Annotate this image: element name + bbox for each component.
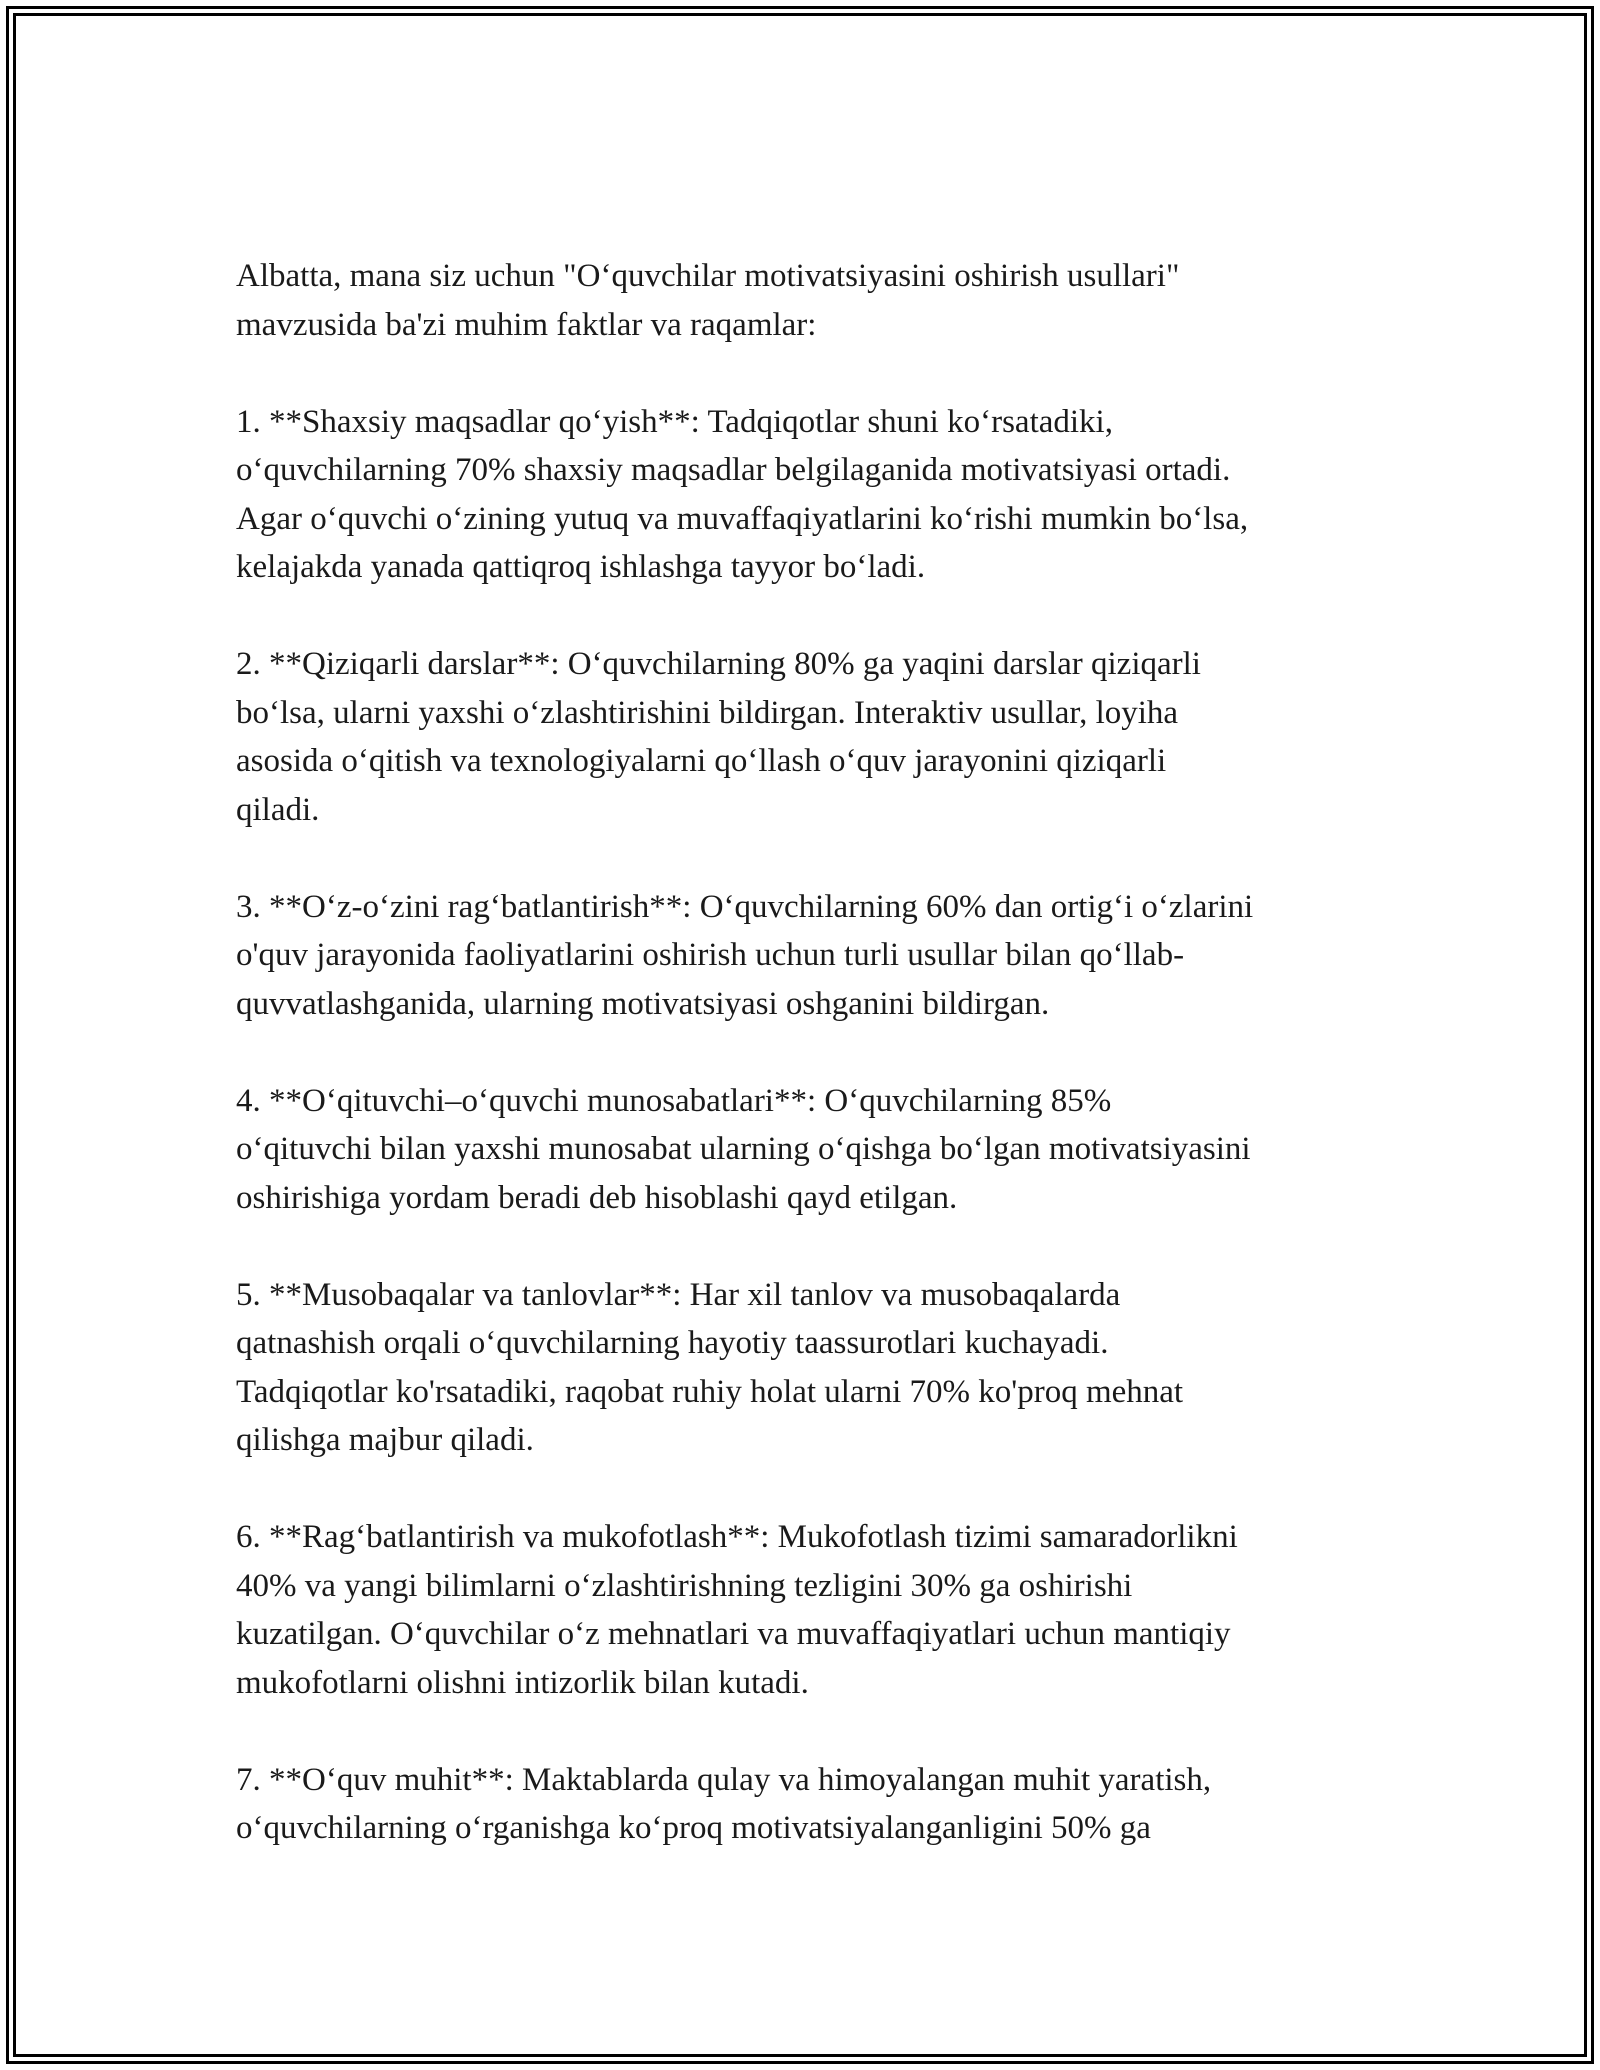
text-line: kelajakda yanada qattiqroq ishlashga tayyor bo‘ladi.	[236, 549, 926, 585]
text-line: Agar o‘quvchi o‘zining yutuq va muvaffaqiyatlarini ko‘rishi mumkin bo‘lsa,	[236, 500, 1249, 537]
text-line: mukofotlarni olishni intizorlik bilan kutadi.	[236, 1664, 809, 1701]
list-item-4	[236, 1077, 1386, 1223]
text-line: 2. **Qiziqarli darslar**: O‘quvchilarning 80% ga yaqini darslar qiziqarli	[236, 646, 1201, 682]
text-line: 7. **O‘quv muhit**: Maktablarda qulay va himoyalangan muhit yaratish,	[236, 1761, 1212, 1798]
text-line: oshirishiga yordam beradi deb hisoblashi qayd etilgan.	[236, 1179, 958, 1216]
text-line: o‘qituvchi bilan yaxshi munosabat ularning o‘qishga bo‘lgan motivatsiyasini	[236, 1131, 1251, 1167]
text-line: 5. **Musobaqalar va tanlovlar**: Har xil tanlov va musobaqalarda	[236, 1276, 1121, 1313]
text-line: o‘quvchilarning 70% shaxsiy maqsadlar belgilaganida motivatsiyasi ortadi.	[236, 452, 1231, 488]
list-item-5	[236, 1271, 1386, 1465]
text-line: 6. **Rag‘batlantirish va mukofotlash**: Mukofotlash tizimi samaradorlikni	[236, 1519, 1238, 1555]
text-line: o‘quvchilarning o‘rganishga ko‘proq motivatsiyalanganligini 50% ga	[236, 1810, 1151, 1846]
list-item-7	[236, 1756, 1386, 1853]
text-line: qilishga majbur qiladi.	[236, 1422, 534, 1458]
text-line: qiladi.	[236, 791, 320, 828]
text-line: mavzusida ba'zi muhim faktlar va raqamlar:	[236, 306, 817, 343]
text-line: asosida o‘qitish va texnologiyalarni qo‘llash o‘quv jarayonini qiziqarli	[236, 743, 1167, 779]
text-line: 40% va yangi bilimlarni o‘zlashtirishning tezligini 30% ga oshirishi	[236, 1567, 1133, 1604]
list-item-1	[236, 398, 1386, 592]
list-item-2	[236, 640, 1386, 834]
text-line: Tadqiqotlar ko'rsatadiki, raqobat ruhiy holat ularni 70% ko'proq mehnat	[236, 1373, 1184, 1410]
text-line: kuzatilgan. O‘quvchilar o‘z mehnatlari va muvaffaqiyatlari uchun mantiqiy	[236, 1616, 1231, 1652]
text-line: 4. **O‘qituvchi–o‘quvchi munosabatlari**: O‘quvchilarning 85%	[236, 1082, 1112, 1119]
intro-paragraph	[236, 252, 1386, 349]
text-line: qatnashish orqali o‘quvchilarning hayotiy taassurotlari kuchayadi.	[236, 1325, 1109, 1361]
text-line: o'quv jarayonida faoliyatlarini oshirish uchun turli usullar bilan qo‘llab-	[236, 937, 1185, 973]
text-line: bo‘lsa, ularni yaxshi o‘zlashtirishini bildirgan. Interaktiv usullar, loyiha	[236, 694, 1179, 731]
text-line: 1. **Shaxsiy maqsadlar qo‘yish**: Tadqiqotlar shuni ko‘rsatadiki,	[236, 403, 1113, 440]
list-item-6	[236, 1513, 1386, 1707]
text-line: 3. **O‘z-o‘zini rag‘batlantirish**: O‘quvchilarning 60% dan ortig‘i o‘zlarini	[236, 888, 1254, 925]
list-item-3	[236, 883, 1386, 1029]
document-body	[236, 252, 1386, 1901]
text-line: Albatta, mana siz uchun "O‘quvchilar motivatsiyasini oshirish usullari"	[236, 258, 1180, 294]
text-line: quvvatlashganida, ularning motivatsiyasi oshganini bildirgan.	[236, 985, 1050, 1022]
